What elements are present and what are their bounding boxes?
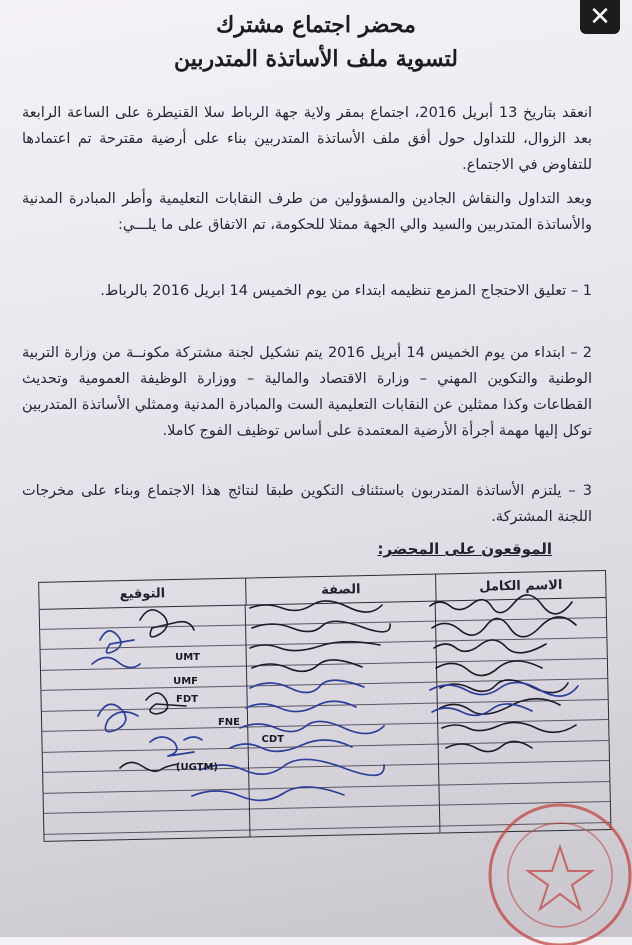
official-stamp bbox=[470, 795, 632, 945]
column-signature: التوقيع bbox=[119, 585, 166, 602]
signatories-label: الموقعون على المحضر: bbox=[377, 540, 552, 558]
close-icon: ✕ bbox=[589, 2, 611, 32]
document-subtitle: لتسوية ملف الأساتذة المتدربين bbox=[174, 46, 458, 72]
agreement-item-2: 2 – ابتداء من يوم الخميس 14 أبريل 2016 يتم تشكيل لجنة مشتركة مكونــة من وزارة التربية الوطنية والتكوين المهني – وزارة الاقتصاد والمالية – ووزارة الوظيفة العمومية وتحديث القطاعات وكذا ممثلين عن النقابات التعليمية الست والمبادرة المدنية وممثلي الأساتذة المتدربين توكل إليها مهمة أجرأة الأرضية المعتمدة على أساس توظيف الفوج كاملا. bbox=[22, 345, 592, 439]
intro-paragraph: انعقد بتاريخ 13 أبريل 2016، اجتماع بمقر ولاية جهة الرباط سلا القنيطرة على الساعة الرابعة بعد الزوال، للتداول حول أفق ملف الأساتذة المتدربين بناء على أرضية مقترحة تم اعتمادها للتفاوض في الاجتماع. bbox=[22, 105, 593, 173]
abbrev-umt-2: UMF bbox=[173, 676, 198, 687]
context-paragraph: وبعد التداول والنقاش الجادين والمسؤولين من طرف النقابات التعليمية وأطر المبادرة المدنية والأساتذة المتدربين والسيد والي الجهة ممثلا للحكومة، تم الاتفاق على ما يلـــي: bbox=[22, 191, 592, 233]
abbrev-fdt: FDT bbox=[176, 694, 198, 705]
agreement-item-1: 1 – تعليق الاحتجاج المزمع تنظيمه ابتداء من يوم الخميس 14 ابريل 2016 بالرباط. bbox=[100, 283, 592, 299]
close-button[interactable] bbox=[580, 0, 620, 34]
abbrev-umt: UMT bbox=[175, 652, 200, 663]
column-role: الصفة bbox=[245, 575, 436, 605]
column-full-name: الاسم الكامل bbox=[435, 571, 606, 601]
agreement-item-3: 3 – يلتزم الأساتذة المتدربون باستئناف التكوين طبقا لنتائج هذا الاجتماع وبناء على مخرجات اللجنة المشتركة. bbox=[22, 483, 592, 525]
abbrev-cdt: CDT bbox=[261, 734, 284, 745]
document-title: محضر اجتماع مشترك bbox=[216, 12, 416, 38]
abbrev-fne: FNE bbox=[217, 717, 240, 728]
star-icon bbox=[528, 847, 592, 909]
abbrev-ugtm: (UGTM) bbox=[175, 762, 218, 773]
